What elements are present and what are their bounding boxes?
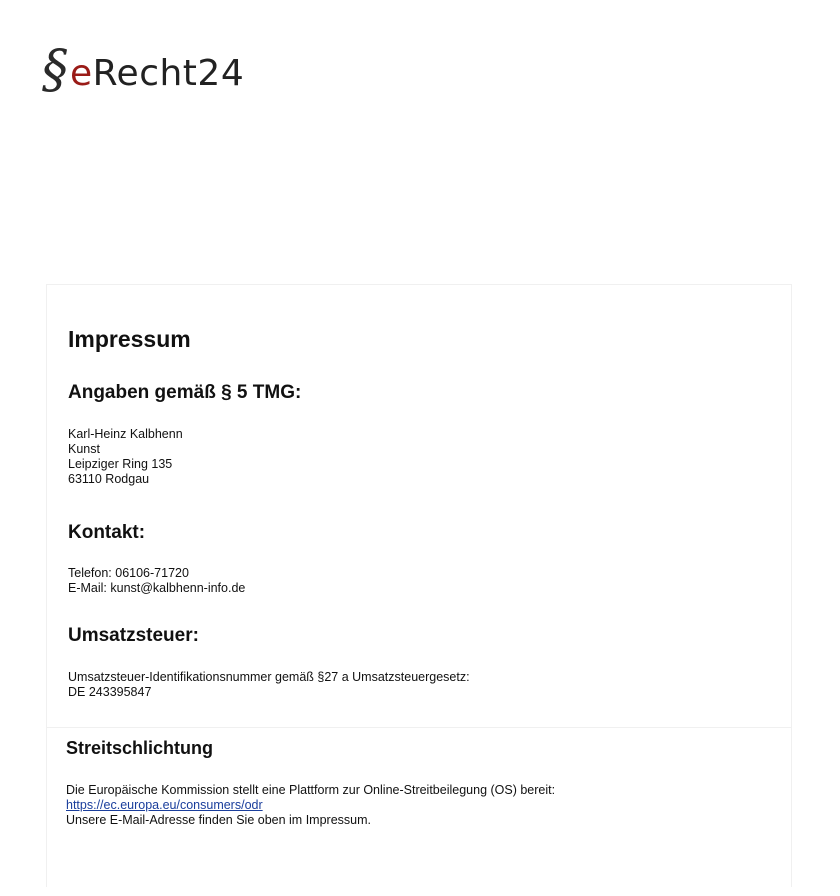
kontakt-block [68, 566, 245, 596]
angaben-heading: Angaben gemäß § 5 TMG: [68, 382, 302, 403]
ust-id: DE 243395847 [68, 685, 152, 699]
logo-wordmark-rest: Recht24 [92, 53, 245, 94]
paragraph-logo-icon: § [42, 40, 68, 100]
address-line: 63110 Rodgau [68, 472, 150, 486]
address-line: Karl-Heinz Kalbhenn [68, 427, 183, 441]
page-title: Impressum [68, 326, 191, 352]
email-line: E-Mail: kunst@kalbhenn-info.de [68, 581, 246, 595]
logo-wordmark [70, 52, 244, 96]
umsatzsteuer-block [68, 670, 470, 700]
streit-text: Die Europäische Kommission stellt eine Plattform zur Online-Streitbeilegung (OS) bereit: [66, 783, 556, 797]
erecht24-logo [42, 40, 245, 100]
kontakt-heading: Kontakt: [68, 522, 146, 543]
streitschlichtung-heading: Streitschlichtung [66, 738, 214, 758]
streitschlichtung-block [66, 783, 555, 828]
streit-note: Unsere E-Mail-Adresse finden Sie oben im Impressum. [66, 813, 371, 827]
ust-description: Umsatzsteuer-Identifikationsnummer gemäß §27 a Umsatzsteuergesetz: [68, 670, 470, 684]
address-line: Kunst [68, 442, 100, 456]
telefon-line: Telefon: 06106-71720 [68, 566, 189, 580]
logo-accent-letter: e [70, 53, 93, 94]
address-line: Leipziger Ring 135 [68, 457, 173, 471]
address-block [68, 427, 183, 487]
odr-link[interactable]: https://ec.europa.eu/consumers/odr [66, 798, 263, 812]
umsatzsteuer-heading: Umsatzsteuer: [68, 625, 199, 646]
